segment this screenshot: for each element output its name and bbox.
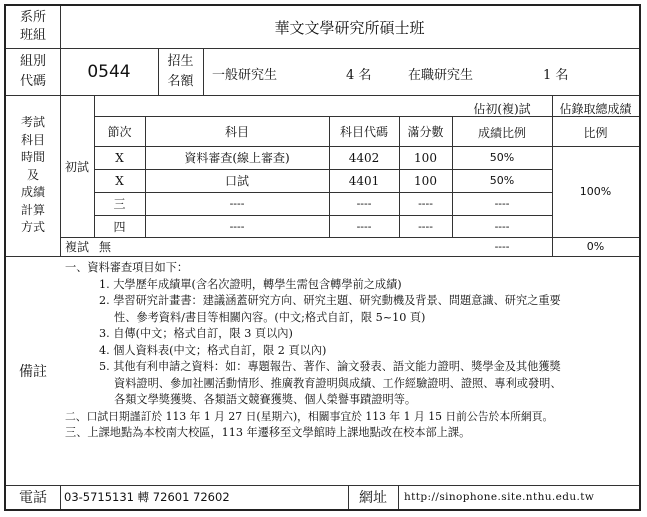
- dept-label: 系所 班組: [19, 10, 46, 43]
- note-line: 1. 大學歷年成績單(含名次證明，轉學生需包含轉學前之成績): [99, 277, 402, 291]
- quota-inservice-value: 1 名: [543, 68, 569, 83]
- row-code: 4401: [348, 173, 380, 188]
- row-session: X: [115, 173, 124, 188]
- note-line: 4. 個人資料表(中文；格式自訂，限 2 頁以內): [99, 343, 327, 357]
- col-full-score: 滿分數: [407, 124, 444, 139]
- second-exam-label: 複試: [64, 240, 89, 254]
- note-line: 一、資料審查項目如下：: [65, 261, 189, 274]
- row-ratio: 50%: [489, 151, 515, 164]
- second-admission-ratio: 0%: [586, 240, 605, 253]
- row-subject: ----: [229, 197, 245, 210]
- quota-general-label: 一般研究生: [212, 68, 278, 83]
- col-session: 節次: [107, 124, 132, 139]
- url-label: 網址: [359, 490, 387, 506]
- note-line: 性、參考資料/書目等相關內容。(中文;格式自訂，限 5~10 頁): [114, 310, 426, 324]
- quota-general-value: 4 名: [346, 68, 372, 83]
- note-line: 5. 其他有利申請之資料：如：專題報告、著作、論文發表、語文能力證明、獎學金及其他獲獎: [99, 360, 561, 373]
- admission-table: [4, 4, 641, 511]
- row-ratio: 50%: [489, 174, 515, 187]
- first-admission-ratio: 100%: [579, 185, 612, 198]
- second-exam-value: 無: [99, 240, 112, 254]
- notes-content: [65, 260, 637, 442]
- row-code: 4402: [348, 150, 380, 165]
- note-line: 3. 自傳(中文；格式自訂，限 3 頁以內): [99, 327, 293, 340]
- note-line: 2. 學習研究計畫書：建議涵蓋研究方向、研究主題、研究動機及背景、問題意識、研究之重要: [99, 294, 561, 307]
- col-subject: 科目: [224, 124, 249, 139]
- phone-label: 電話: [19, 490, 47, 506]
- second-exam-ratio: ----: [494, 240, 510, 253]
- col-ratio: 佔初(複)試 成績比例: [473, 101, 531, 140]
- row-ratio: ----: [494, 197, 510, 210]
- quota-label: 招生 名額: [167, 53, 194, 89]
- row-score: 100: [414, 150, 437, 165]
- group-code-value: 0544: [87, 61, 131, 82]
- row-code: ----: [356, 219, 372, 233]
- note-line: 各類文學獎獲獎、各類語文競賽獲獎、個人榮譽事蹟證明等。: [114, 393, 417, 406]
- row-score: 100: [414, 173, 437, 188]
- first-exam-label: 初試: [64, 159, 89, 174]
- col-subject-code: 科目代碼: [339, 124, 388, 139]
- exam-label: 考試 科目 時間 及 成績 計算 方式: [20, 115, 45, 235]
- note-line: 三、上課地點為本校南大校區，113 年遷移至文學館時上課地點改在校本部上課。: [65, 426, 471, 439]
- notes-label: 備註: [19, 363, 47, 380]
- phone-value: 03-5715131 轉 72601 72602: [64, 490, 230, 504]
- group-code-label: 組別 代碼: [19, 53, 46, 89]
- row-code: ----: [356, 197, 372, 210]
- row-score: ----: [418, 197, 433, 210]
- note-line: 資料證明、參加社團活動情形、推廣教育證明與成績、工作經驗證明、證照、專利或發明、: [114, 376, 562, 390]
- program-title: 華文文學研究所碩士班: [274, 18, 425, 37]
- row-subject: ----: [229, 219, 245, 233]
- quota-inservice-label: 在職研究生: [408, 68, 474, 83]
- col-admission-ratio: 佔錄取總成績 比例: [559, 101, 632, 140]
- row-subject: 口試: [224, 174, 249, 188]
- note-line: 二、口試日期謹訂於 113 年 1 月 27 日(星期六)，相關事宜於 113 年 1 月 15 日前公告於本所網頁。: [65, 409, 554, 423]
- row-session: 三: [113, 197, 126, 211]
- row-session: X: [115, 150, 124, 165]
- row-ratio: ----: [494, 219, 510, 233]
- row-session: 四: [113, 219, 126, 234]
- row-subject: 資料審查(線上審查): [184, 151, 290, 165]
- row-score: ----: [418, 219, 433, 233]
- url-link[interactable]: http://sinophone.site.nthu.edu.tw: [404, 491, 595, 503]
